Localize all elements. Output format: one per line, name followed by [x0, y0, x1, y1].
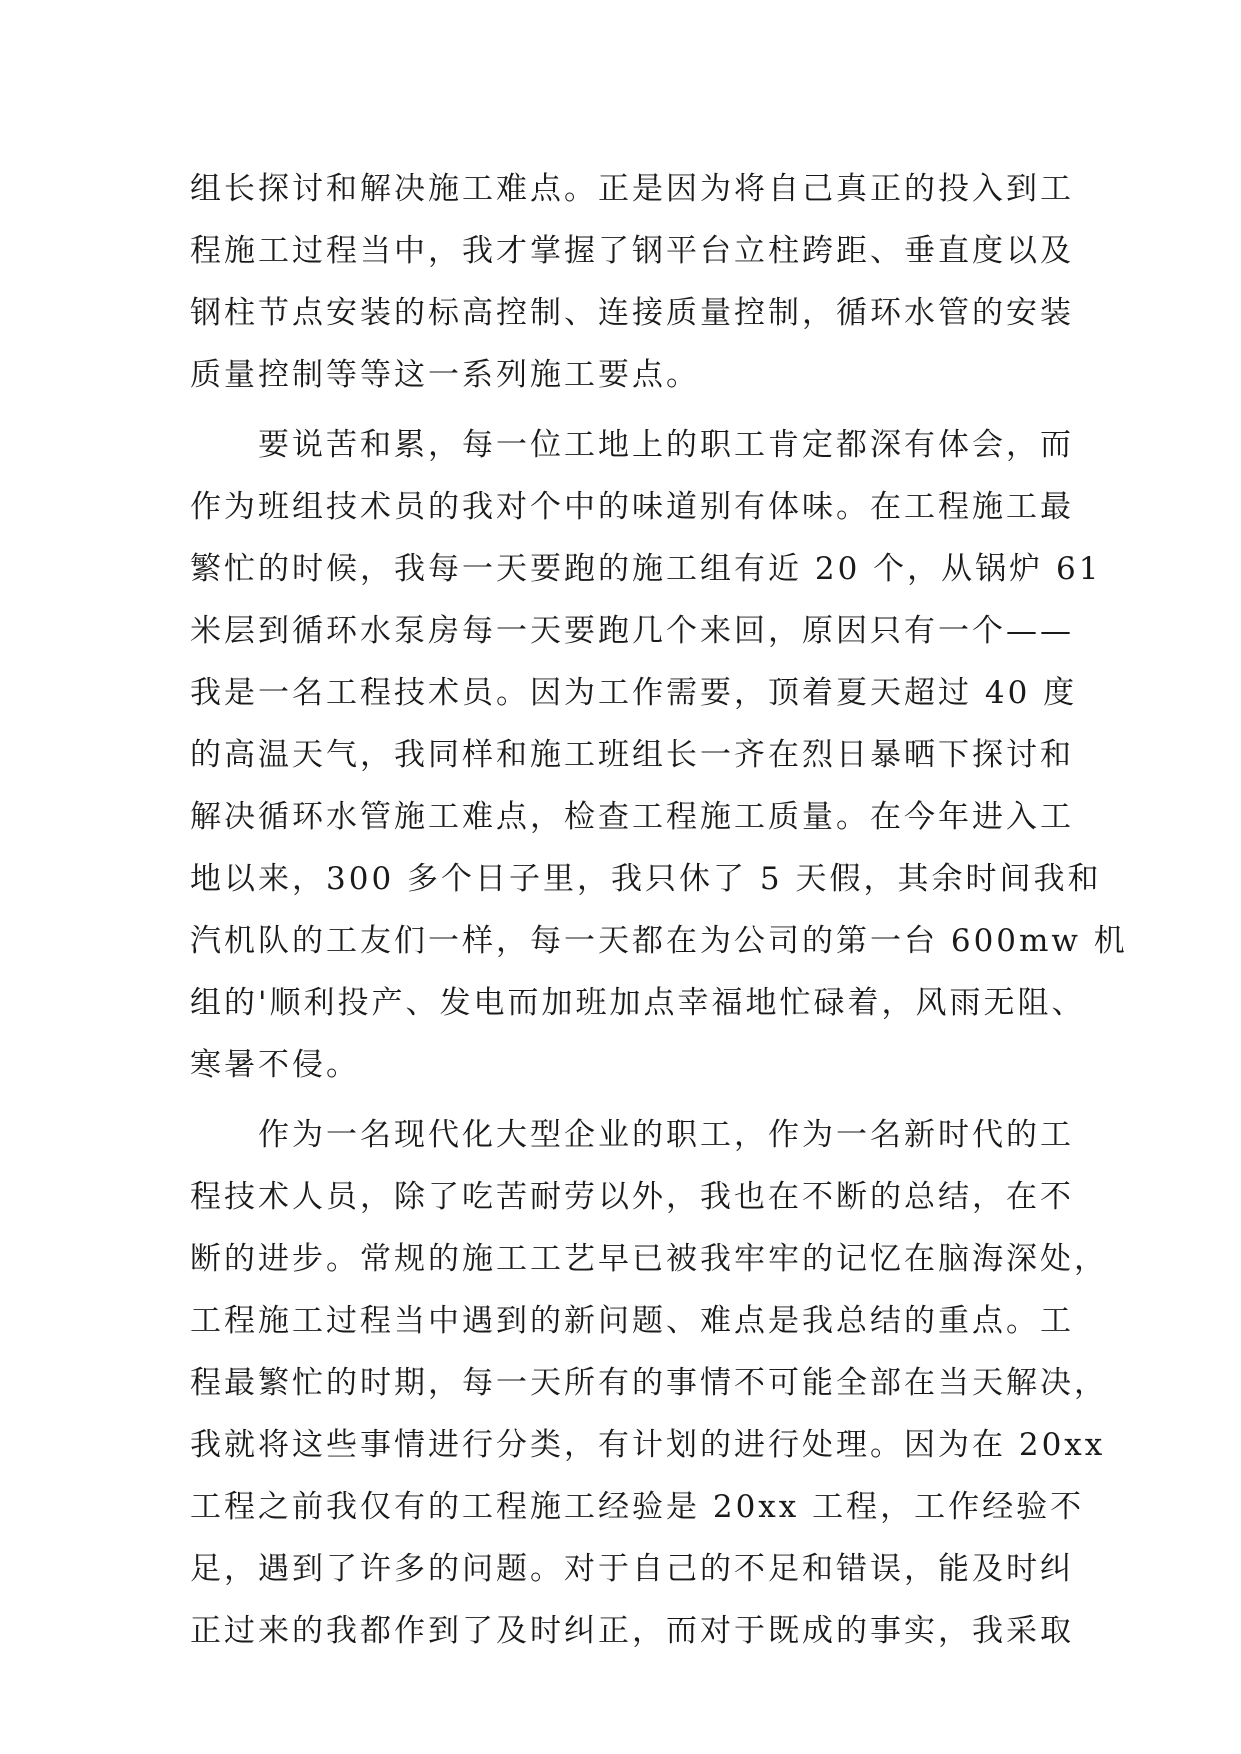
text-line: 繁忙的时候，我每一天要跑的施工组有近 20 个，从锅炉 61 [190, 551, 1102, 587]
text-line: 工程施工过程当中遇到的新问题、难点是我总结的重点。工 [190, 1303, 1074, 1339]
text-line: 我就将这些事情进行分类，有计划的进行处理。因为在 20xx [190, 1427, 1106, 1463]
paragraph-2 [190, 414, 1128, 1096]
text-line: 质量控制等等这一系列施工要点。 [190, 357, 700, 393]
text-line: 断的进步。常规的施工工艺早已被我牢牢的记忆在脑海深处， [190, 1241, 1108, 1277]
text-line: 正过来的我都作到了及时纠正，而对于既成的事实，我采取 [190, 1613, 1074, 1649]
text-line: 钢柱节点安装的标高控制、连接质量控制，循环水管的安装 [190, 295, 1074, 331]
text-line: 米层到循环水泵房每一天要跑几个来回，原因只有一个—— [190, 613, 1074, 649]
text-line: 程最繁忙的时期，每一天所有的事情不可能全部在当天解决， [190, 1365, 1108, 1401]
text-line: 程技术人员，除了吃苦耐劳以外，我也在不断的总结，在不 [190, 1179, 1074, 1215]
paragraph-spacer [190, 406, 1070, 414]
text-line: 程施工过程当中，我才掌握了钢平台立柱跨距、垂直度以及 [190, 233, 1074, 269]
paragraph-3 [190, 1104, 1108, 1662]
text-line: 要说苦和累，每一位工地上的职工肯定都深有体会，而 [190, 427, 1074, 463]
text-line: 寒暑不侵。 [190, 1047, 360, 1083]
paragraph-spacer [190, 1096, 1070, 1104]
text-line: 我是一名工程技术员。因为工作需要，顶着夏天超过 40 度 [190, 675, 1078, 711]
text-line: 组的'顺利投产、发电而加班加点幸福地忙碌着，风雨无阻、 [190, 985, 1086, 1021]
text-line: 作为班组技术员的我对个中的味道别有体味。在工程施工最 [190, 489, 1074, 525]
paragraph-1 [190, 158, 1074, 406]
text-line: 的高温天气，我同样和施工班组长一齐在烈日暴晒下探讨和 [190, 737, 1074, 773]
text-line: 工程之前我仅有的工程施工经验是 20xx 工程，工作经验不 [190, 1489, 1085, 1525]
text-line: 足，遇到了许多的问题。对于自己的不足和错误，能及时纠 [190, 1551, 1074, 1587]
text-line: 组长探讨和解决施工难点。正是因为将自己真正的投入到工 [190, 171, 1074, 207]
text-line: 汽机队的工友们一样，每一天都在为公司的第一台 600mw 机 [190, 923, 1128, 959]
text-line: 作为一名现代化大型企业的职工，作为一名新时代的工 [190, 1117, 1074, 1153]
text-line: 地以来，300 多个日子里，我只休了 5 天假，其余时间我和 [190, 861, 1102, 897]
document-body [190, 158, 1128, 1662]
text-line: 解决循环水管施工难点，检查工程施工质量。在今年进入工 [190, 799, 1074, 835]
